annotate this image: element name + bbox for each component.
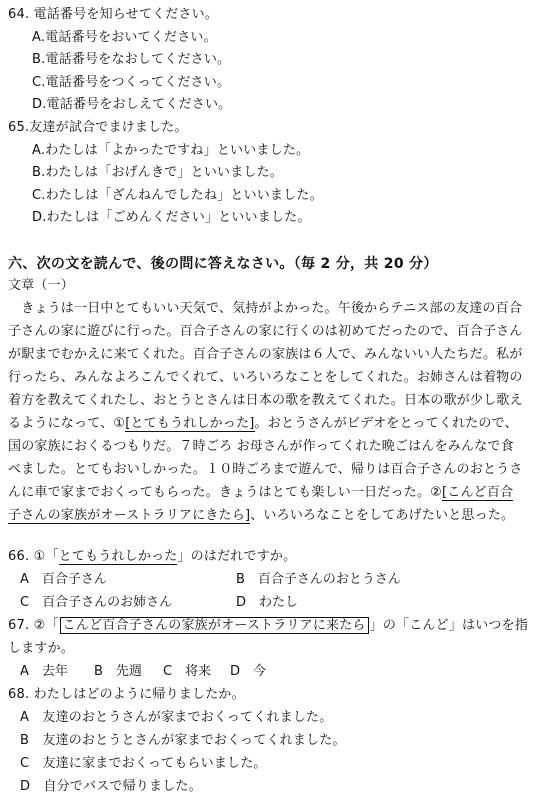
section-heading: 六、次の文を読んで、後の問に答えなさい。（毎 2 分，共 20 分） (8, 256, 438, 272)
q65-question: 65.友達が試合でまけました。 (8, 120, 188, 135)
passage-line-6 (8, 415, 518, 433)
q64-option-b: B.電話番号をなおしてください。 (32, 52, 231, 67)
q67-option-d: D 今 (230, 664, 267, 679)
q66-quoted: とてもうれしかった (58, 549, 178, 564)
q65-option-a: A.わたしは「よかったですね」といいました。 (32, 143, 310, 158)
q66-option-a: A 百合子さん (20, 572, 107, 587)
q66-option-c: C 百合子さんのお姉さん (20, 595, 173, 610)
passage-line-2: 子さんの家に遊びに行った。百合子さんの家に行くのは初めてだったので、百合子さん (8, 324, 523, 339)
passage-line-9 (8, 484, 513, 502)
passage-line-5: 着方を教えてくれたし、おとうとさんは日本の歌を教えてくれた。日本の歌が少し歌え (8, 393, 523, 408)
q66-suffix: 」のはだれですか。 (177, 549, 297, 564)
q66-question (8, 548, 296, 566)
q64-option-a: A.電話番号をおいてください。 (32, 30, 217, 45)
passage-line-6-end: 。おとうさんがビデオをとってくれたので、 (254, 416, 518, 431)
q68-option-d: D 自分でバスで帰りました。 (20, 779, 202, 794)
q67-question-line-2: しますか。 (8, 641, 75, 656)
q67-quoted: こんど百合子さんの家族がオーストラリアに来たら (60, 617, 369, 634)
underlined-phrase-2-part-1: [こんど百合 (442, 485, 514, 500)
passage-line-7: 国の家族におくるつもりだ。７時ごろ お母さんが作ってくれた晩ごはんをみんなで食 (8, 439, 514, 454)
q67-option-a: A 去年 (20, 664, 68, 679)
q66-prefix: 66. ①「 (8, 549, 59, 564)
q67-option-b: B 先週 (94, 664, 142, 679)
passage-line-3: が駅までむかえに来てくれた。百合子さんの家族は６人で、みんないい人たちだ。私が (8, 347, 523, 362)
q64-option-c: C.電話番号をつくってください。 (32, 75, 231, 90)
passage-line-10-end: 、いろいろなことをしてあげたいと思った。 (250, 508, 515, 523)
q67-prefix: 67. ②「 (8, 618, 59, 633)
passage-line-8: べました。とてもおいしかった。１０時ごろまで遊んで、帰りは百合子さんのおとうさ (8, 462, 523, 477)
q68-question: 68. わたしはどのように帰りましたか。 (8, 687, 245, 702)
passage-line-6-start: るようになって、① (8, 416, 126, 431)
q64-question: 64. 電話番号を知らせてください。 (8, 7, 219, 22)
passage-line-9-start: んに車で家までおくってもらった。きょうはとても楽しい一日だった。② (8, 485, 442, 500)
q65-option-c: C.わたしは「ざんねんでしたね」といいました。 (32, 188, 323, 203)
q68-option-b: B 友達のおとうとさんが家までおくってくれました。 (20, 733, 346, 748)
q66-option-d: D わたし (236, 595, 299, 610)
section-subheading: 文章（一） (8, 278, 75, 293)
q67-suffix: 」の「こんど」はいつを指 (369, 618, 529, 633)
q68-option-c: C 友達に家までおくってもらいました。 (20, 756, 267, 771)
q65-option-b: B.わたしは「おげんきで」といいました。 (32, 165, 284, 180)
underlined-phrase-1: [とてもうれしかった] (125, 416, 255, 431)
passage-line-4: 行ったら、みんなよろこんでくれて、いろいろなことをしてくれた。お姉さんは着物の (8, 370, 523, 385)
q67-question (8, 617, 528, 635)
passage-line-1: きょうは一日中とてもいい天気で、気持がよかった。午後からテニス部の友達の百合 (8, 301, 523, 316)
q65-option-d: D.わたしは「ごめんください」といいました。 (32, 210, 311, 225)
q66-option-b: B 百合子さんのおとうさん (236, 572, 401, 587)
q68-option-a: A 友達のおとうさんが家までおくってくれました。 (20, 710, 333, 725)
underlined-phrase-2-part-2: 子さんの家族がオーストラリアにきたら] (8, 508, 251, 523)
passage-line-10 (8, 507, 514, 525)
q64-option-d: D.電話番号をおしえてください。 (32, 97, 232, 112)
q67-option-c: C 将来 (163, 664, 212, 679)
